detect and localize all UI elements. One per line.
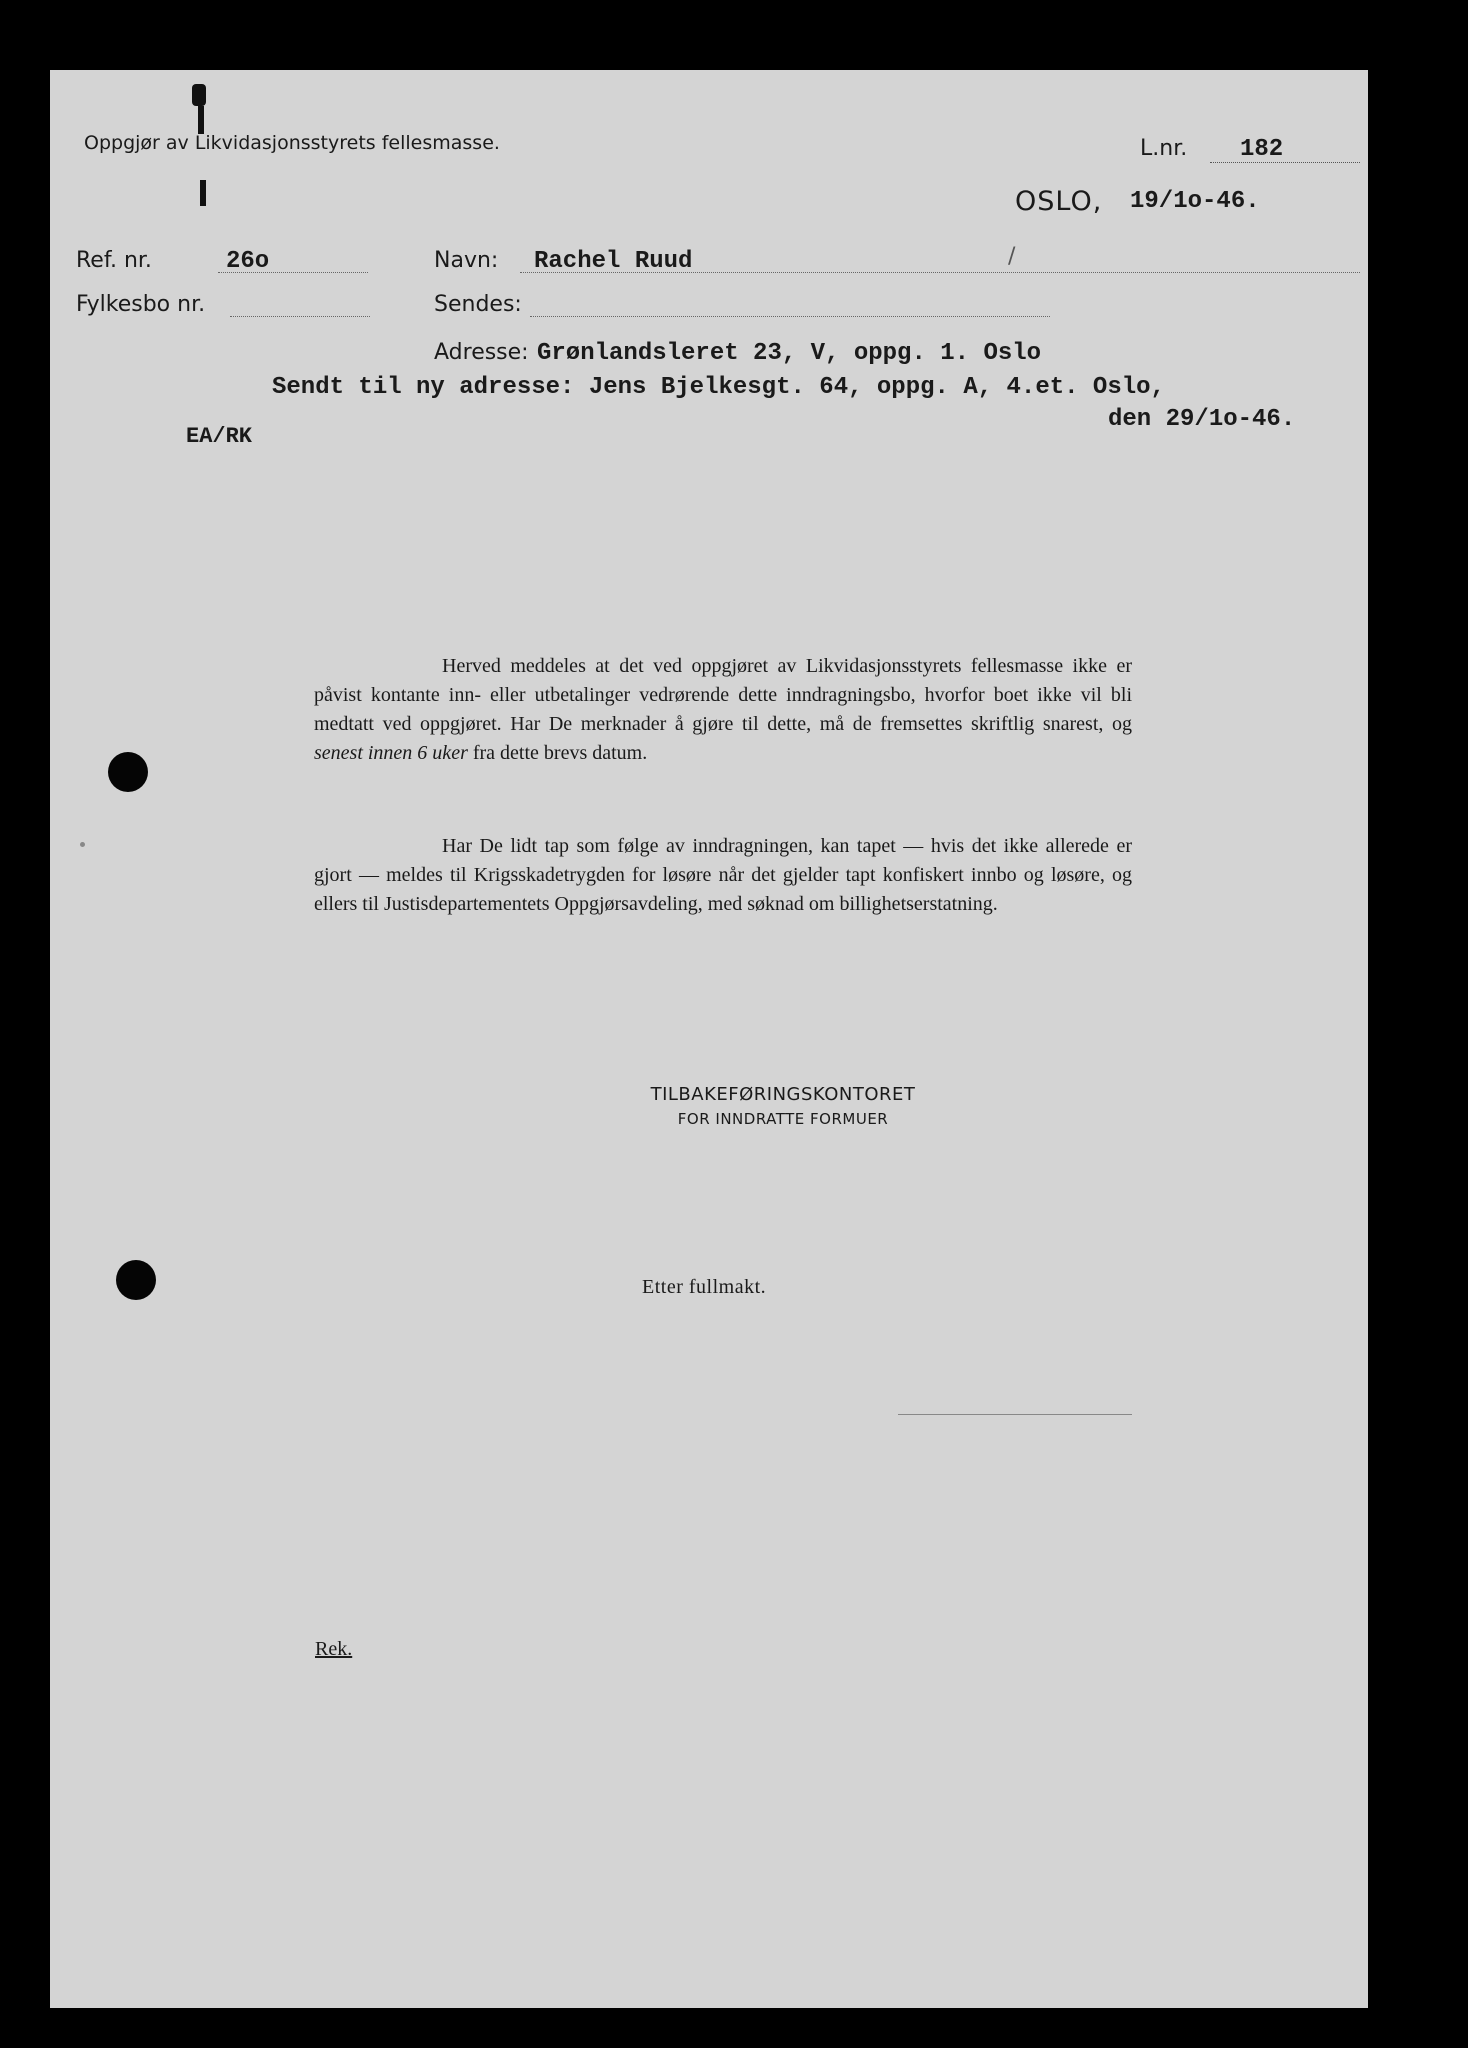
place-label: OSLO, [1015, 186, 1103, 217]
lnr-value: 182 [1240, 136, 1284, 163]
fylkesbo-underline [230, 316, 370, 317]
adresse-label: Adresse: [434, 340, 529, 365]
document-header: Oppgjør av Likvidasjonsstyrets fellesmasse. [84, 132, 500, 154]
office-subtitle: FOR INNDRATTE FORMUER [677, 1110, 889, 1128]
body-paragraph-2 [314, 832, 1132, 919]
initials: EA/RK [186, 424, 253, 449]
sendes-underline [530, 316, 1050, 317]
sendes-label: Sendes: [434, 292, 522, 317]
lnr-label: L.nr. [1140, 136, 1188, 161]
office-name: TILBAKEFØRINGSKONTORET [650, 1084, 916, 1105]
adresse-value: Grønlandsleret 23, V, oppg. 1. Oslo [537, 340, 1042, 367]
punch-hole [116, 1260, 156, 1300]
navn-underline [520, 272, 1360, 273]
deadline-emphasis: senest innen 6 uker [314, 742, 468, 764]
forwarding-address: Sendt til ny adresse: Jens Bjelkesgt. 64, oppg. A, 4.et. Oslo, [272, 374, 1165, 401]
signature-line [898, 1414, 1132, 1415]
paragraph-1-text: Herved meddeles at det ved oppgjøret av Likvidasjonsstyrets fellesmasse ikke er påvist kontante inn- eller utbetalinger vedrørende dette inndragningsbo, hvorfor boet ikke vil bli medtatt ved oppgjøret. Har De merknader å gjøre til dette, må de fremsettes skriftlig snarest, og [314, 655, 1132, 735]
ink-stroke [198, 106, 204, 134]
paragraph-1-end: fra dette brevs datum. [467, 742, 648, 764]
ref-label: Ref. nr. [76, 248, 152, 273]
lnr-underline [1210, 162, 1360, 163]
letter-date: 19/1o-46. [1130, 188, 1260, 215]
pencil-mark: / [1008, 244, 1016, 269]
punch-hole [108, 752, 148, 792]
forwarding-date: den 29/1o-46. [1108, 406, 1296, 433]
paragraph-2-text: Har De lidt tap som følge av inndragningen, kan tapet — hvis det ikke allerede er gjort — meldes til Krigsskadetrygden for løsøre når det gjelder tapt konfiskert innbo og løsøre, og ellers til Justisdepartementets Oppgjørsavdeling, med søknad om billighetserstatning. [314, 835, 1132, 915]
navn-label: Navn: [434, 248, 499, 273]
registered-mark: Rek. [315, 1638, 353, 1660]
navn-value: Rachel Ruud [534, 248, 693, 275]
ink-stroke [200, 180, 206, 206]
document-page [50, 70, 1368, 2008]
fylkesbo-label: Fylkesbo nr. [76, 292, 206, 317]
ref-value: 26o [226, 248, 270, 275]
body-paragraph-1 [314, 652, 1132, 768]
ink-blot [192, 84, 206, 106]
paper-speck [80, 842, 85, 847]
ref-underline [218, 272, 368, 273]
authorization-note: Etter fullmakt. [642, 1276, 767, 1298]
